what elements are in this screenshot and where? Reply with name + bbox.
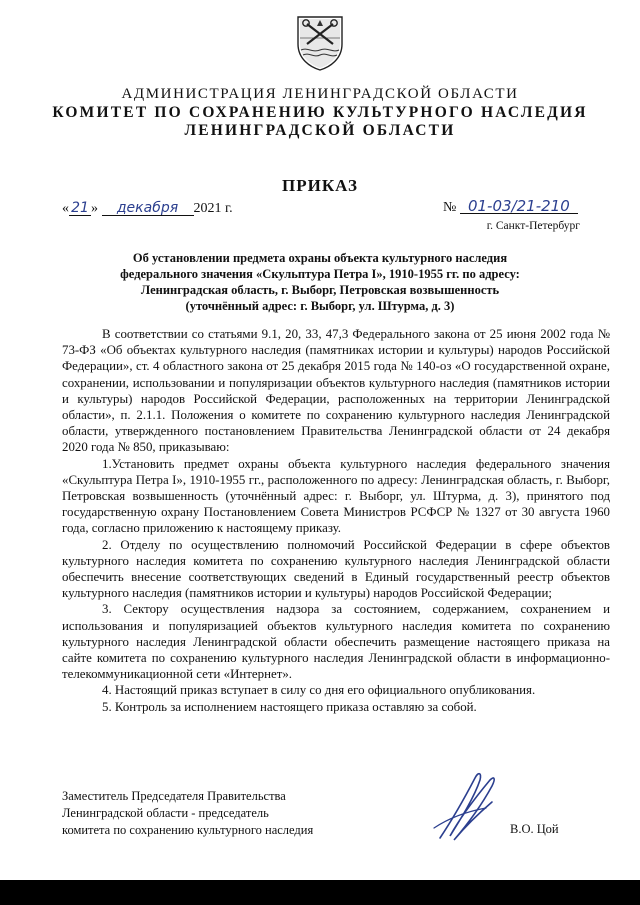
signatory-line: Заместитель Председателя Правительства: [62, 789, 286, 803]
scan-edge-border: [0, 880, 640, 905]
subject-line: (уточнённый адрес: г. Выборг, ул. Штурма, д. 3): [185, 299, 455, 313]
date-close-quote: »: [91, 201, 98, 216]
number-value: 01-03/21-210: [460, 199, 578, 214]
header-region: ЛЕНИНГРАДСКОЙ ОБЛАСТИ: [184, 122, 456, 139]
document-date: [62, 201, 233, 217]
header-committee: КОМИТЕТ ПО СОХРАНЕНИЮ КУЛЬТУРНОГО НАСЛЕДИЯ: [52, 104, 588, 121]
order-item-2: 2. Отделу по осуществлению полномочий Российской Федерации в сфере объектов культурного наследия комитета по сохранению культурного наследия Ленинградской области обеспечить внесение соответствующих сведений в Единый государственный реестр объектов культурного наследия (памятников истории и культуры) народов Российской Федерации;: [62, 537, 610, 601]
order-item-5: 5. Контроль за исполнением настоящего приказа оставляю за собой.: [102, 699, 477, 714]
handwritten-signature: [420, 768, 510, 846]
subject-line: Ленинградская область, г. Выборг, Петровская возвышенность: [140, 283, 500, 297]
document-body: [62, 326, 610, 715]
document-subject: [80, 250, 560, 314]
signatory-name: В.О. Цой: [510, 822, 559, 836]
signatory-position: [62, 788, 313, 839]
subject-line: федерального значения «Скульптура Петра I», 1910-1955 гг. по адресу:: [120, 267, 520, 281]
date-day: 21: [69, 201, 91, 216]
order-item-4: 4. Настоящий приказ вступает в силу со дня его официального опубликования.: [102, 683, 536, 698]
number-prefix: №: [443, 200, 457, 215]
order-item-3: 3. Сектору осуществления надзора за состоянием, содержанием, сохранением и использования и популяризацией объектов культурного наследия комитета по сохранению культурного наследия Ленинградской области обеспечить размещение настоящего приказа на сайте комитета по сохранению культурного наследия Ленинградской области в информационно-телекоммуникационной сети «Интернет».: [62, 602, 610, 682]
document-type-title: ПРИКАЗ: [282, 176, 358, 195]
preamble-paragraph: В соответствии со статьями 9.1, 20, 33, 47,3 Федерального закона от 25 июня 2002 года № 73-ФЗ «Об объектах культурного наследия (памятниках истории и культуры) народов Российской Федерации», ст. 4 областного закона от 25 декабря 2015 года № 140-оз «О государственной охране, сохранении, использовании и популяризации объектов культурного наследия (памятников истории и культуры) народов Российской Федерации, расположенных на территории Ленинградской области», п. 2.1.1. Положения о комитете по сохранению культурного наследия Ленинградской области, утвержденного постановлением Правительства Ленинградской области от 24 декабря 2020 года № 850, приказываю:: [62, 327, 610, 455]
coat-of-arms-emblem: [295, 14, 345, 72]
date-year: 2021 г.: [193, 201, 233, 216]
document-city: г. Санкт-Петербург: [486, 220, 580, 232]
header-administration: АДМИНИСТРАЦИЯ ЛЕНИНГРАДСКОЙ ОБЛАСТИ: [121, 86, 519, 102]
date-month: декабря: [102, 201, 194, 216]
order-item-1: 1.Установить предмет охраны объекта культурного наследия федерального значения «Скульптура Петра I», 1910-1955 гг., расположенного по адресу: Ленинградская область, г. Выборг, Петровская возвышенность (уточнённый адрес: г. Выборг, ул. Штурма, д. 3), принятого под государственную охрану Постановлением Совета Министров РСФСР № 1327 от 30 августа 1960 года, согласно приложению к настоящему приказу.: [62, 456, 610, 536]
date-open-quote: «: [62, 201, 69, 216]
subject-line: Об установлении предмета охраны объекта культурного наследия: [132, 251, 508, 265]
signatory-line: Ленинградской области - председатель: [62, 806, 269, 820]
signatory-line: комитета по сохранению культурного наследия: [62, 823, 314, 837]
document-number: [443, 199, 578, 216]
